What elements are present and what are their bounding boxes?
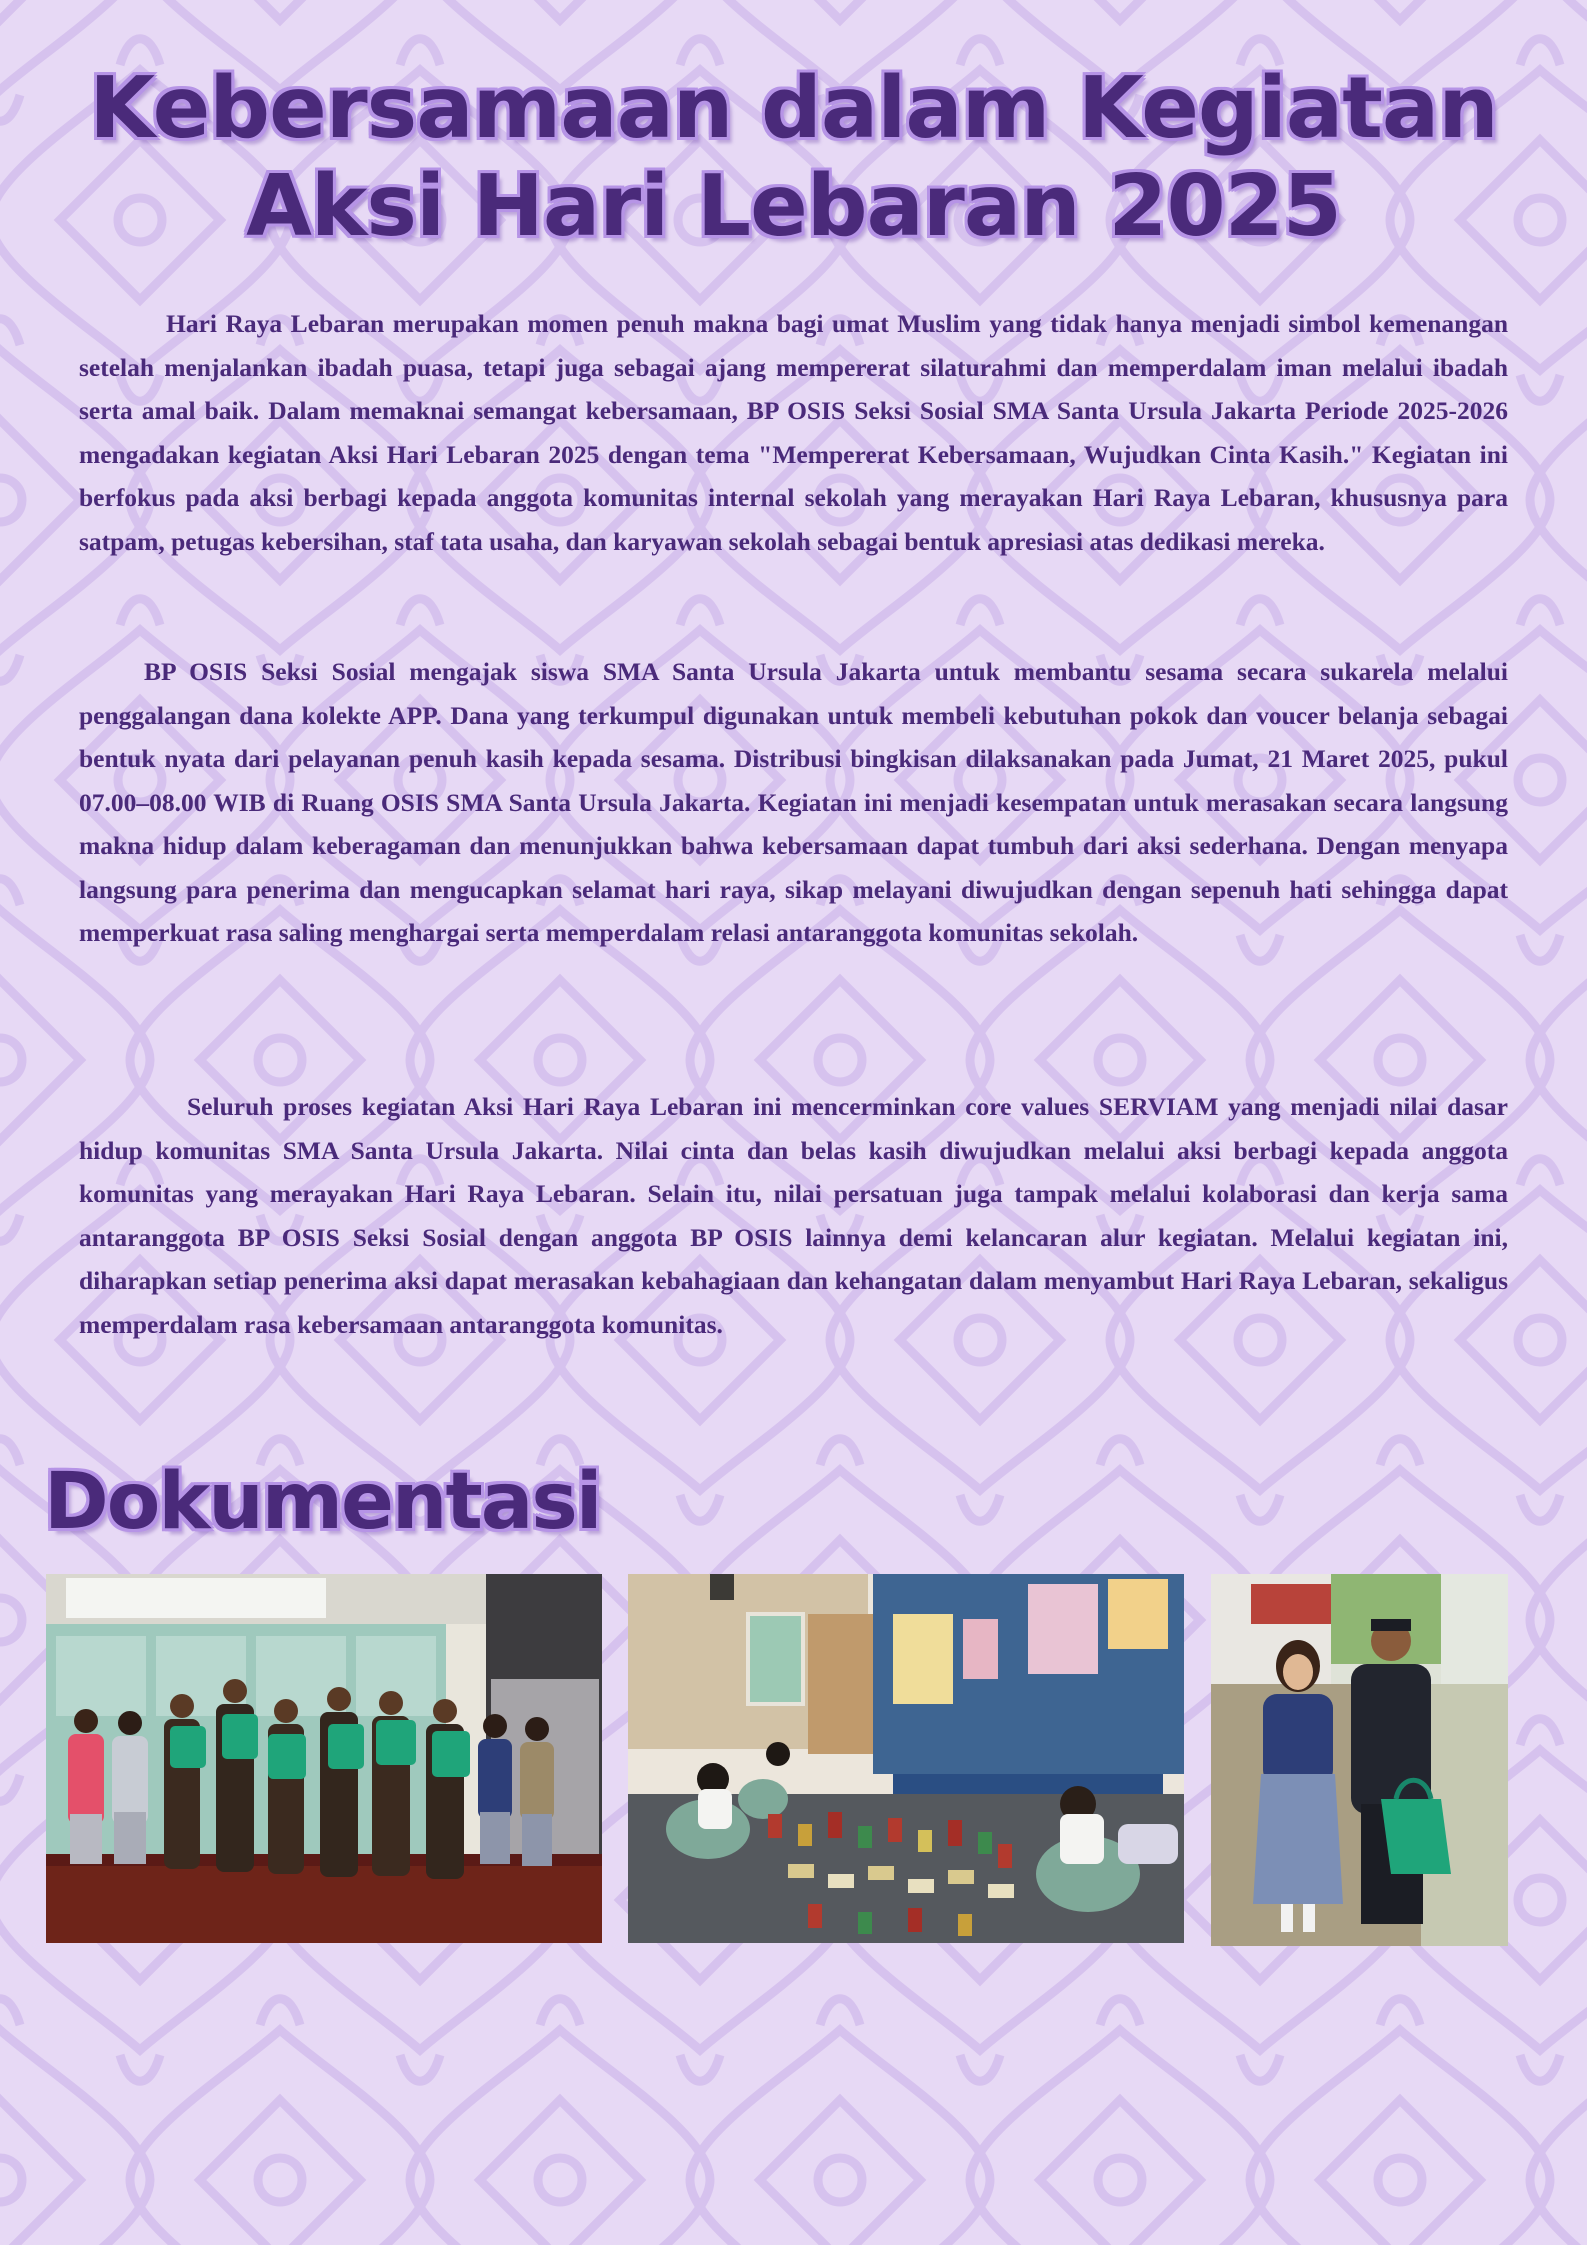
title-line-1: Kebersamaan dalam Kegiatan bbox=[89, 59, 1498, 158]
page-title bbox=[40, 60, 1547, 256]
paragraph-activity: BP OSIS Seksi Sosial mengajak siswa SMA Santa Ursula Jakarta untuk membantu sesama secara sukarela melalui penggalangan dana kolekte APP. Dana yang terkumpul digunakan untuk membeli kebutuhan pokok dan voucer belanja sebagai bentuk nyata dari pelayanan penuh kasih kepada sesama. Distribusi bingkisan dilaksanakan pada Jumat, 21 Maret 2025, pukul 07.00–08.00 WIB di Ruang OSIS SMA Santa Ursula Jakarta. Kegiatan ini menjadi kesempatan untuk merasakan secara langsung makna hidup dalam keberagaman dan menunjukkan bahwa kebersamaan dapat tumbuh dari aksi sederhana. Dengan menyapa langsung para penerima dan mengucapkan selamat hari raya, sikap melayani diwujudkan dengan sepenuh hati sehingga dapat memperkuat rasa saling menghargai serta memperdalam relasi antaranggota komunitas sekolah. bbox=[79, 657, 1508, 947]
paragraph-values: Seluruh proses kegiatan Aksi Hari Raya Lebaran ini mencerminkan core values SERVIAM yang menjadi nilai dasar hidup komunitas SMA Santa Ursula Jakarta. Nilai cinta dan belas kasih diwujudkan melalui aksi berbagi kepada anggota komunitas yang merayakan Hari Raya Lebaran. Selain itu, nilai persatuan juga tampak melalui kolaborasi dan kerja sama antaranggota BP OSIS Seksi Sosial dengan anggota BP OSIS lainnya demi kelancaran alur kegiatan. Melalui kegiatan ini, diharapkan setiap penerima aksi dapat merasakan kebahagiaan dan kehangatan dalam menyambut Hari Raya Lebaran, sekaligus memperdalam rasa kebersamaan antaranggota komunitas. bbox=[79, 1092, 1508, 1339]
documentation-photo-packing bbox=[628, 1574, 1184, 1943]
title-line-2: Aksi Hari Lebaran 2025 bbox=[246, 157, 1341, 256]
documentation-photo-group bbox=[46, 1574, 602, 1943]
documentation-heading: Dokumentasi bbox=[44, 1457, 601, 1547]
documentation-photo-handover bbox=[1211, 1574, 1508, 1946]
paragraph-introduction: Hari Raya Lebaran merupakan momen penuh makna bagi umat Muslim yang tidak hanya menjadi simbol kemenangan setelah menjalankan ibadah puasa, tetapi juga sebagai ajang mempererat silaturahmi dan memperdalam iman melalui ibadah serta amal baik. Dalam memaknai semangat kebersamaan, BP OSIS Seksi Sosial SMA Santa Ursula Jakarta Periode 2025-2026 mengadakan kegiatan Aksi Hari Lebaran 2025 dengan tema "Mempererat Kebersamaan, Wujudkan Cinta Kasih." Kegiatan ini berfokus pada aksi berbagi kepada anggota komunitas internal sekolah yang merayakan Hari Raya Lebaran, khususnya para satpam, petugas kebersihan, staf tata usaha, dan karyawan sekolah sebagai bentuk apresiasi atas dedikasi mereka. bbox=[79, 309, 1508, 556]
